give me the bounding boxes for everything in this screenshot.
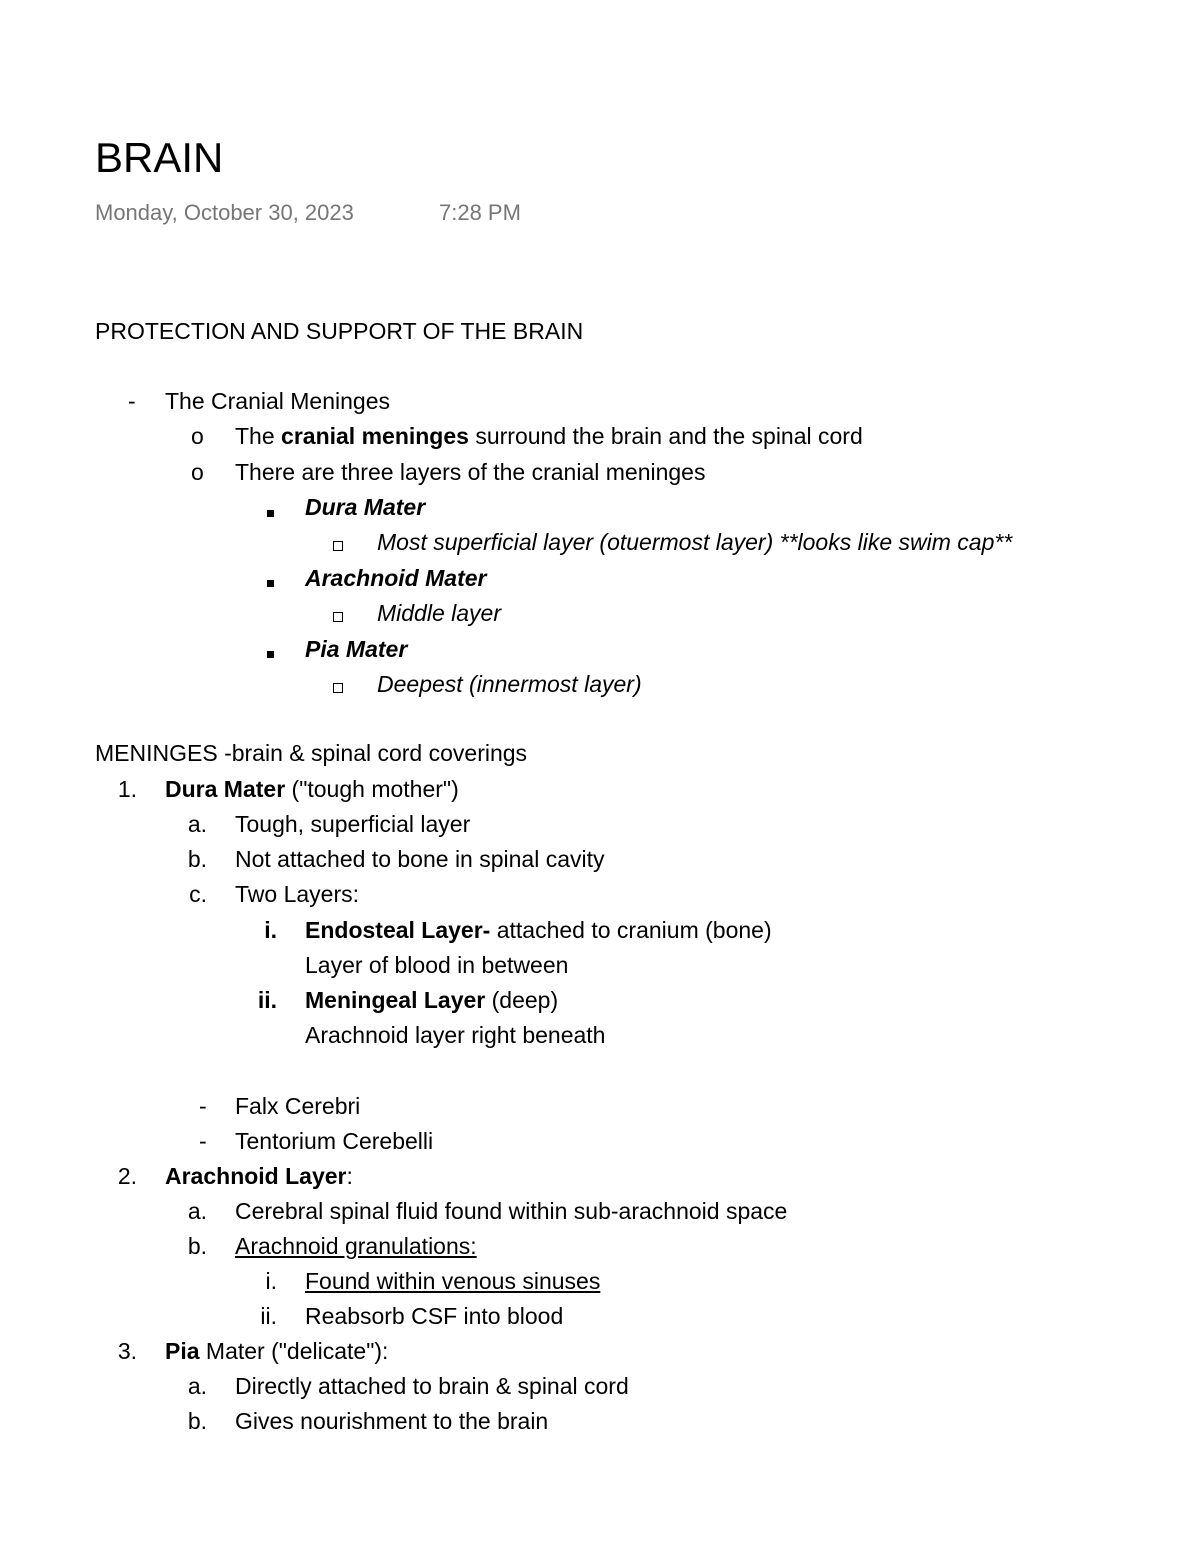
note-timestamp xyxy=(95,198,521,228)
circle-bullet: o xyxy=(191,459,204,485)
list-roman-item xyxy=(305,985,558,1015)
layer-name-arachnoid xyxy=(305,563,486,593)
layer-name-pia xyxy=(305,634,407,664)
list-subitem: Not attached to bone in spinal cavity xyxy=(235,846,605,872)
layer-name-text: Arachnoid Mater xyxy=(305,565,487,591)
bold-term: Pia xyxy=(165,1338,200,1364)
square-bullet xyxy=(267,574,274,592)
dash-bullet: - xyxy=(199,1128,207,1154)
list-roman-extra: Arachnoid layer right beneath xyxy=(305,1022,606,1048)
list-roman-item xyxy=(305,915,772,945)
section-heading-protection: PROTECTION AND SUPPORT OF THE BRAIN xyxy=(95,318,584,344)
list-item-dura-mater xyxy=(165,774,459,804)
layer-desc-text: Deepest (innermost layer) xyxy=(377,671,642,697)
text-span: (deep) xyxy=(485,987,559,1013)
list-subitem: Gives nourishment to the brain xyxy=(235,1408,549,1434)
list-subitem xyxy=(235,1231,477,1261)
circle-bullet: o xyxy=(191,423,204,449)
layer-name-text: Pia Mater xyxy=(305,636,408,662)
list-number: 2. xyxy=(117,1163,137,1189)
list-item-cranial-meninges: The Cranial Meninges xyxy=(165,388,391,414)
section-heading-meninges: MENINGES -brain & spinal cord coverings xyxy=(95,740,528,766)
square-bullet xyxy=(267,504,274,522)
dash-bullet: - xyxy=(128,388,136,414)
text-span: surround the brain and the spinal cord xyxy=(468,423,863,449)
open-square-bullet xyxy=(333,538,343,556)
note-date: Monday, October 30, 2023 xyxy=(95,200,354,225)
list-roman: ii. xyxy=(257,987,277,1013)
list-letter: a. xyxy=(187,1198,207,1224)
layer-name-dura xyxy=(305,492,425,522)
list-number: 3. xyxy=(117,1338,137,1364)
list-item-pia-mater xyxy=(165,1336,388,1366)
open-square-bullet xyxy=(333,609,343,627)
layer-desc-text: Most superficial layer (otuermost layer) **looks like swim cap** xyxy=(377,529,1013,555)
bold-term: Dura Mater xyxy=(165,776,286,802)
list-letter: b. xyxy=(187,1233,207,1259)
list-roman: i. xyxy=(265,1268,277,1294)
bold-term: Arachnoid Layer xyxy=(165,1163,347,1189)
list-roman-item: Reabsorb CSF into blood xyxy=(305,1303,564,1329)
layer-desc-dura xyxy=(377,527,1012,557)
open-square-bullet xyxy=(333,680,343,698)
underlined-text: Arachnoid granulations: xyxy=(235,1233,477,1259)
list-letter: c. xyxy=(189,881,207,907)
list-dash-item: Tentorium Cerebelli xyxy=(235,1128,434,1154)
text-span: Mater ("delicate"): xyxy=(199,1338,389,1364)
bold-term: Meningeal Layer xyxy=(305,987,486,1013)
list-subitem: Directly attached to brain & spinal cord xyxy=(235,1373,629,1399)
bold-term: Endosteal Layer- xyxy=(305,917,491,943)
list-roman: i. xyxy=(264,917,277,943)
list-subitem: Two Layers: xyxy=(235,881,359,907)
bold-term: cranial meninges xyxy=(281,423,469,449)
list-letter: b. xyxy=(187,1408,207,1434)
layer-desc-arachnoid xyxy=(377,598,501,628)
text-span: : xyxy=(346,1163,353,1189)
list-item-three-layers: There are three layers of the cranial meninges xyxy=(235,459,706,485)
list-roman-extra: Layer of blood in between xyxy=(305,952,569,978)
list-roman: ii. xyxy=(260,1303,277,1329)
layer-name-text: Dura Mater xyxy=(305,494,426,520)
list-subitem: Cerebral spinal fluid found within sub-arachnoid space xyxy=(235,1198,788,1224)
list-letter: a. xyxy=(187,1373,207,1399)
page-title: BRAIN xyxy=(95,134,224,181)
list-item-surround xyxy=(235,421,863,451)
layer-desc-pia xyxy=(377,669,642,699)
list-item-arachnoid-layer xyxy=(165,1161,353,1191)
list-letter: b. xyxy=(187,846,207,872)
list-letter: a. xyxy=(187,811,207,837)
dash-bullet: - xyxy=(199,1093,207,1119)
note-time: 7:28 PM xyxy=(439,200,521,225)
text-span: ("tough mother") xyxy=(285,776,459,802)
list-subitem: Tough, superficial layer xyxy=(235,811,471,837)
text-span: The xyxy=(235,423,282,449)
list-number: 1. xyxy=(117,776,137,802)
underlined-text: Found within venous sinuses xyxy=(305,1268,601,1294)
square-bullet xyxy=(267,645,274,663)
list-roman-item xyxy=(305,1266,600,1296)
layer-desc-text: Middle layer xyxy=(377,600,501,626)
list-dash-item: Falx Cerebri xyxy=(235,1093,361,1119)
text-span: attached to cranium (bone) xyxy=(490,917,772,943)
